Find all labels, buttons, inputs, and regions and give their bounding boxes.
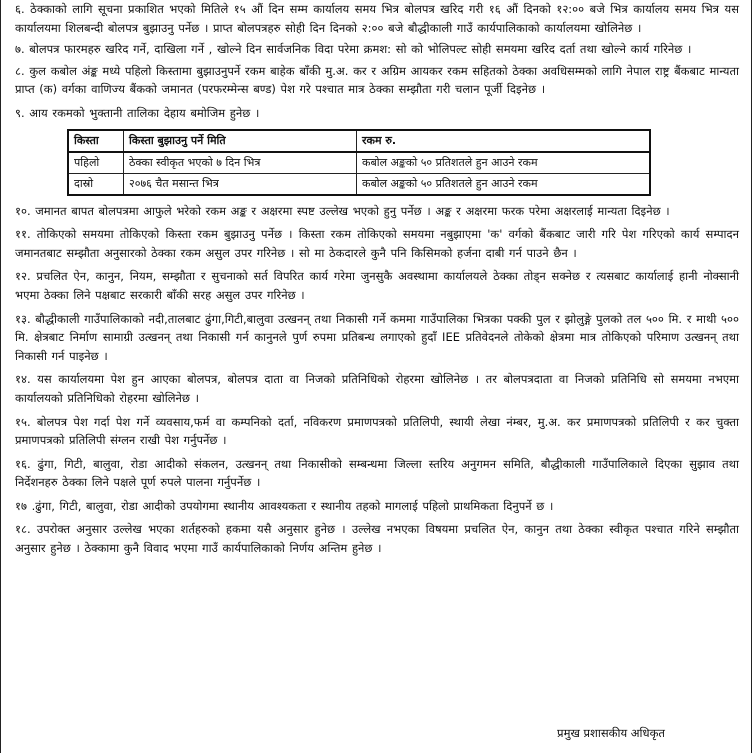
cell-installment: दास्रो	[68, 173, 124, 195]
table-row	[68, 173, 650, 195]
cell-amount: कबोल अङ्कको ५० प्रतिशतले हुन आउने रकम	[357, 152, 651, 174]
clause-8: ८. कुल कबोल अंङ्क मध्ये पहिलो किस्तामा बुझाउनुपर्ने रकम बाहेक बाँकी मु.अ. कर र अग्रिम आयकर रकम सहितको ठेक्का अवधिसम्मको लागि नेपाल राष्ट्र बैंकबाट मान्यता प्राप्त (क) वर्गका वाणिज्य बैंकको जमानत (परफरम्मेन्स बण्ड) पेश गरे पश्चात मात्र ठेक्का सम्झौता गरी चलान पूर्जी दिइनेछ ।	[15, 63, 739, 97]
header-amount: रकम रु.	[357, 130, 651, 152]
table-row	[68, 152, 650, 174]
clause-6: ६. ठेक्काको लागि सूचना प्रकाशित भएको मितिले १५ औं दिन सम्म कार्यालय समय भित्र बोलपत्र खरिद गरी १६ औं दिनको १२:०० बजे भित्र कार्यालय समय भित्र यस कार्यालयमा शिलबन्दी बोलपत्र बुझाउनु पर्नेछ । प्राप्त बोलपत्रहरु सोही दिन दिनको २:०० बजे बौद्धीकाली गाउँ कार्यपालिकाको कार्यालयमा खोलिनेछ ।	[15, 2, 739, 35]
clause-14: १४. यस कार्यालयमा पेश हुन आएका बोलपत्र, बोलपत्र दाता वा निजको प्रतिनिधिको रोहरमा खोलिनेछ । तर बोलपत्रदाता वा निजको प्रतिनिधि सो समयमा नभएमा कार्यालयको प्रतिनिधिको रोहरमा खोलिनेछ ।	[15, 372, 739, 405]
clause-9: ९. आय रकमको भुक्तानी तालिका देहाय बमोजिम हुनेछ ।	[15, 105, 260, 120]
signatory-title: प्रमुख प्रशासकीय अधिकृत	[557, 726, 665, 740]
cell-amount: कबोल अङ्कको ५० प्रतिशतले हुन आउने रकम	[357, 173, 651, 195]
cell-due-date: २०७६ चैत मसान्त भित्र	[124, 173, 357, 195]
cell-due-date: ठेक्का स्वीकृत भएको ७ दिन भित्र	[124, 152, 357, 174]
header-installment: किस्ता	[68, 130, 124, 152]
table-header-row	[68, 130, 650, 152]
clause-13: १३. बौद्धीकाली गाउँपालिकाको नदी,तालबाट ढुंगा,गिटी,बालुवा उत्खनन् तथा निकासी गर्ने कममा गाउँपालिका भित्रका पक्की पुल र झोलुङ्गे पुलको तल ५०० मि. र माथी ५०० मि. क्षेत्रबाट निर्माण सामाग्री उत्खनन् तथा निकासी गर्न कानुनले पुर्ण रुपमा प्रतिबन्ध लगाएको हुदाँ IEE प्रतिवेदनले तोकेको क्षेत्रमा मात्र तोकिएको परिमाण उत्खनन् तथा निकासी गर्न पाइनेछ ।	[15, 311, 739, 363]
clause-16: १६. ढुंगा, गिटी, बालुवा, रोडा आदीको संकलन, उत्खनन् तथा निकासीको सम्बन्धमा जिल्ला स्तरिय अनुगमन समिति, बौद्धीकाली गाउँपालिकाले दिएका सुझाव तथा निर्देशनहरु ठेक्का लिने पक्षले पूर्ण रुपले पालना गर्नुपर्नेछ ।	[15, 456, 739, 490]
clause-18: १८. उपरोक्त अनुसार उल्लेख भएका शर्तहरुको हकमा यसै अनुसार हुनेछ । उल्लेख नभएका विषयमा प्रचलित ऐन, कानुन तथा ठेक्का स्वीकृत पश्चात गरिने सम्झौता अनुसार हुनेछ । ठेक्कामा कुनै विवाद भएमा गाउँ कार्यपालिकाको निर्णय अन्तिम हुनेछ ।	[15, 522, 739, 556]
clause-17: १७ .ढुंगा, गिटी, बालुवा, रोडा आदीको उपयोगमा स्थानीय आवश्यकता र स्थानीय तहको मागलाई पहिलो प्राथमिकता दिनुपर्ने छ ।	[15, 498, 554, 513]
cell-installment: पहिलो	[68, 152, 124, 174]
clause-11: ११. तोकिएको समयमा तोकिएको किस्ता रकम बुझाउनु पर्नेछ । किस्ता रकम तोकिएको समयमा नबुझाएमा 'क' वर्गको बैंकबाट जारी गरि पेश गरिएको कार्य सम्पादन जमानतबाट सम्झौता अनुसारको ठेक्का रकम असुल उपर गरिनेछ । सो मा ठेकदारले कुनै पनि किसिमको हर्जना दाबी गर्न पाउने छैन ।	[15, 227, 739, 260]
payment-schedule-table	[67, 129, 651, 196]
clause-12: १२. प्रचलित ऐन, कानुन, नियम, सम्झौता र सुचनाको सर्त विपरित कार्य गरेमा जुनसुकै अवस्थामा कार्यालयले ठेक्का तोड्न सक्नेछ र त्यसबाट कार्यालाई हानी नोक्सानी भएमा ठेक्का लिने पक्षबाट सरकारी बाँकी सरह असुल उपर गरिनेछ ।	[15, 269, 739, 302]
header-due-date: किस्ता बुझाउनु पर्ने मिति	[124, 130, 357, 152]
clause-7: ७. बोलपत्र फारमहरु खरिद गर्ने, दाखिला गर्ने , खोल्ने दिन सार्वजनिक विदा परेमा क्रमश: सो को भोलिपल्ट सोही समयमा खरिद दर्ता तथा खोल्ने कार्य गरिनेछ ।	[15, 42, 692, 57]
clause-15: १५. बोलपत्र पेश गर्दा पेश गर्ने व्यवसाय,फर्म वा कम्पनिको दर्ता, नविकरण प्रमाणपत्रको प्रतिलिपी, स्थायी लेखा नंम्बर, मु.अ. कर प्रमाणपत्रको प्रतिलिपी र कर चुक्ता प्रमाणपत्रको प्रतिलिपी संग्लन राखी पेश गर्नुपर्नेछ ।	[15, 414, 739, 448]
clause-10: १०. जमानत बापत बोलपत्रमा आफुले भरेको रकम अङ्क र अक्षरमा स्पष्ट उल्लेख भएको हुनु पर्नेछ । अङ्क र अक्षरमा फरक परेमा अक्षरलाई मान्यता दिइनेछ ।	[15, 203, 670, 218]
